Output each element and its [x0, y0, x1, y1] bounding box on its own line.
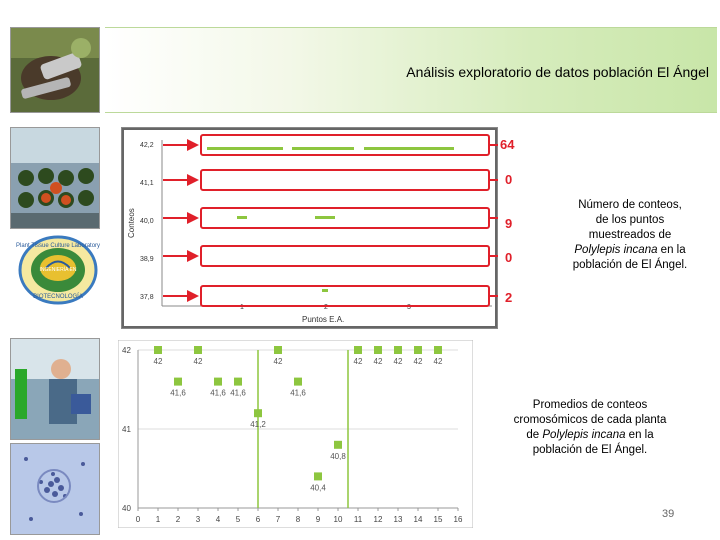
data-label: 42 — [353, 357, 363, 366]
species-name: Polylepis incana — [542, 429, 626, 441]
count-box — [200, 134, 490, 156]
x-tick-label: 4 — [215, 515, 221, 524]
y-tick-label: 41 — [122, 425, 131, 434]
data-label: 40,8 — [330, 451, 346, 461]
chart-frame — [118, 340, 473, 528]
logo-bottom-text: BIOTECNOLOGÍA — [33, 294, 83, 300]
averages-chart — [118, 340, 473, 528]
desc-line — [555, 243, 705, 258]
title-banner — [105, 27, 717, 113]
desc-suffix: en la — [657, 244, 686, 256]
x-tick-label: 10 — [333, 515, 343, 524]
microscope-photo — [10, 443, 100, 535]
count-label: 64 — [500, 137, 515, 152]
garden-photo — [10, 27, 100, 113]
desc-line: cromosómicos de cada planta — [513, 414, 667, 426]
c1-xlabel: Puntos E.A. — [302, 315, 345, 324]
data-point — [274, 346, 282, 354]
x-tick-label: 3 — [195, 515, 201, 524]
desc-line: población de El Ángel. — [572, 259, 688, 271]
x-tick-label: 13 — [393, 515, 403, 524]
data-label: 41,6 — [290, 388, 306, 398]
c1-ylabel: Conteos — [127, 208, 136, 238]
data-label: 41,2 — [250, 420, 266, 430]
desc-line: Promedios de conteos — [532, 399, 648, 411]
data-label: 42 — [273, 357, 283, 366]
slide-title: Análisis exploratorio de datos población El Ángel — [406, 64, 709, 80]
desc-line: de los puntos — [595, 214, 665, 226]
count-box — [200, 169, 490, 191]
x-tick-label: 14 — [413, 515, 423, 524]
data-label: 42 — [413, 357, 423, 366]
data-label: 41,6 — [230, 388, 246, 398]
plants-photo — [10, 127, 100, 229]
data-label: 42 — [433, 357, 443, 366]
x-tick-label: 15 — [433, 515, 443, 524]
university-logo — [16, 235, 100, 305]
desc-line: población de El Ángel. — [532, 444, 648, 456]
data-point — [394, 346, 402, 354]
data-point — [154, 346, 162, 354]
data-point — [214, 378, 222, 386]
data-label: 42 — [193, 357, 203, 366]
count-box — [200, 207, 490, 229]
data-point — [234, 378, 242, 386]
c1-ytick: 37,8 — [140, 294, 154, 301]
data-point — [254, 409, 262, 417]
x-tick-label: 5 — [235, 515, 241, 524]
data-label: 42 — [393, 357, 403, 366]
desc-line — [500, 428, 680, 443]
count-label: 0 — [505, 250, 513, 265]
count-label: 9 — [505, 216, 513, 231]
x-tick-label: 6 — [255, 515, 261, 524]
logo-ring-text: Plant Tissue Culture Laboratory — [16, 243, 100, 249]
desc-line: muestreados de — [588, 229, 672, 241]
count-label: 2 — [505, 290, 513, 305]
c1-xtick: 1 — [240, 304, 244, 311]
data-point — [374, 346, 382, 354]
lab-photo — [10, 338, 100, 440]
c1-xtick: 2 — [324, 304, 328, 311]
data-point — [354, 346, 362, 354]
data-point — [414, 346, 422, 354]
data-label: 41,6 — [210, 388, 226, 398]
y-tick-label: 40 — [122, 504, 131, 513]
count-box — [200, 285, 490, 307]
count-box — [200, 245, 490, 267]
data-point — [194, 346, 202, 354]
x-tick-label: 1 — [155, 515, 161, 524]
c1-ytick: 41,1 — [140, 180, 154, 187]
x-tick-label: 2 — [175, 515, 181, 524]
data-label: 41,6 — [170, 388, 186, 398]
counts-description — [555, 198, 705, 273]
x-tick-label: 12 — [373, 515, 383, 524]
count-label: 0 — [505, 172, 513, 187]
data-point — [294, 378, 302, 386]
c1-ytick: 40,0 — [140, 218, 154, 225]
x-tick-label: 11 — [353, 515, 363, 524]
data-label: 42 — [153, 357, 163, 366]
x-tick-label: 8 — [295, 515, 301, 524]
x-tick-label: 9 — [315, 515, 321, 524]
data-point — [314, 472, 322, 480]
data-point — [434, 346, 442, 354]
desc-suffix: en la — [625, 429, 654, 441]
x-tick-label: 16 — [453, 515, 463, 524]
desc-line: Número de conteos, — [578, 199, 682, 211]
c1-ytick: 38,9 — [140, 256, 154, 263]
x-tick-label: 7 — [275, 515, 281, 524]
data-label: 42 — [373, 357, 383, 366]
averages-description — [500, 398, 680, 458]
logo-center-text: INGENIERÍA EN — [39, 267, 77, 273]
c1-ytick: 42,2 — [140, 142, 154, 149]
y-tick-label: 42 — [122, 346, 131, 355]
x-tick-label: 0 — [135, 515, 141, 524]
data-label: 40,4 — [310, 483, 326, 493]
data-point — [334, 441, 342, 449]
c1-xtick: 3 — [407, 304, 411, 311]
species-name: Polylepis incana — [574, 244, 658, 256]
data-point — [174, 378, 182, 386]
page-number: 39 — [662, 508, 675, 520]
desc-prefix: de — [526, 429, 540, 441]
